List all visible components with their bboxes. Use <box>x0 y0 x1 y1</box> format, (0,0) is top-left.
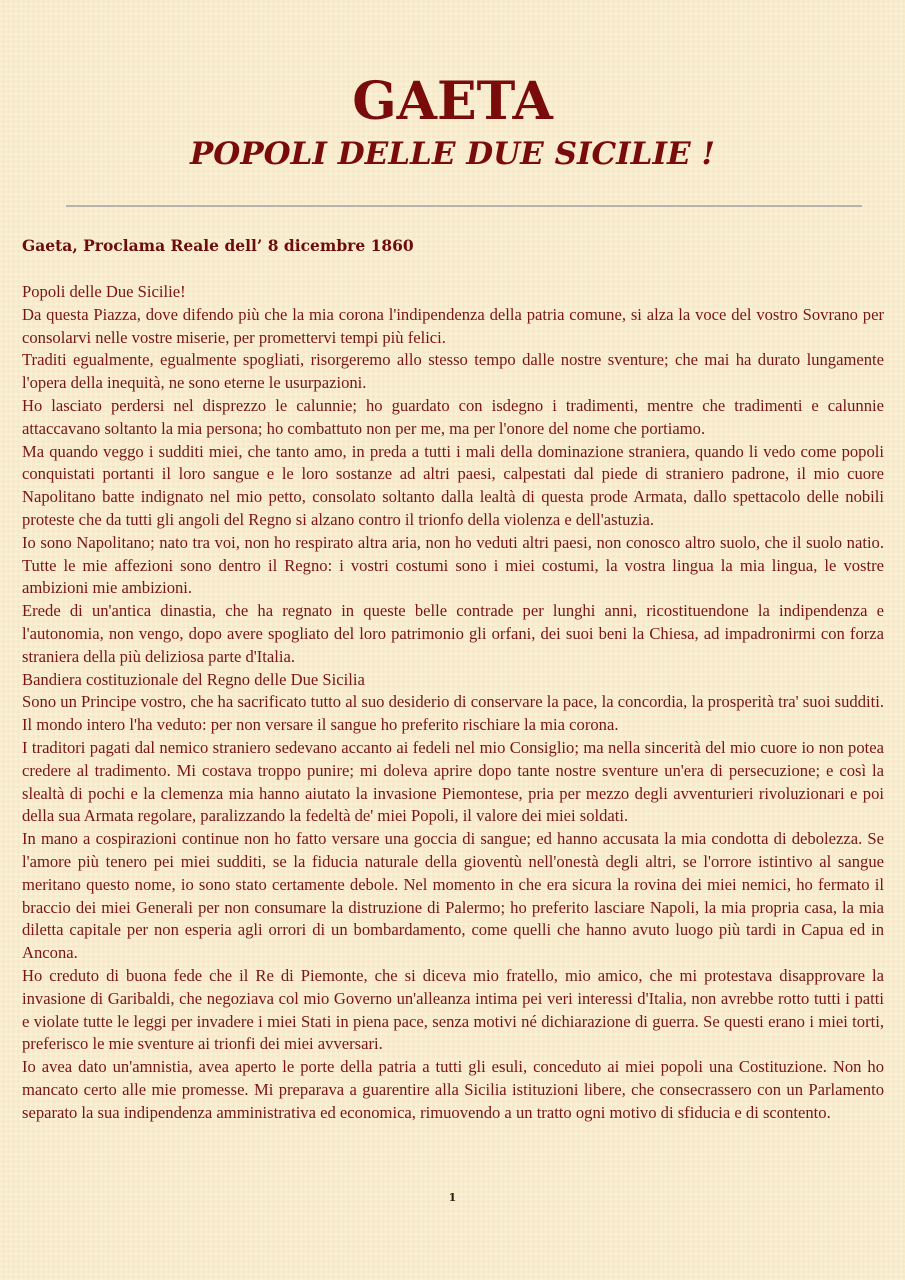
paragraph: Ma quando veggo i sudditi miei, che tanto amo, in preda a tutti i mali della dominazione straniera, quando li vedo come popoli conquistati portanti il loro sangue e le loro sostanze ad altri paesi, calpestati dal piede di straniero padrone, il mio cuore Napolitano batte indignato nel mio petto, consolato soltanto dalla lealtà di questa prode Armata, dallo spettacolo delle nobili proteste che da tutti gli angoli del Regno si alzano contro il trionfo della violenza e dell'astuzia. <box>22 441 884 529</box>
paragraph: I traditori pagati dal nemico straniero sedevano accanto ai fedeli nel mio Consiglio; ma nella sincerità del mio cuore io non potea credere al tradimento. Mi costava troppo punire; mi doleva aprire dopo tante nostre sventure un'era di persecuzione; e così la slealtà di pochi e la clemenza mia hanno aiutato la invasione Piemontese, pria per mezzo degli avventurieri rivoluzionari e poi della sua Armata regolare, paralizzando la fedeltà de' miei Popoli, il valore dei miei soldati. <box>22 737 884 826</box>
paragraph: Ho creduto di buona fede che il Re di Piemonte, che si diceva mio fratello, mio amico, che mi protestava disapprovare la invasione di Garibaldi, che negoziava col mio Governo un'alleanza intima pei veri interessi d'Italia, non avrebbe rotto tutti i patti e violate tutte le leggi per invadere i miei Stati in piena pace, senza motivi né dichiarazione di guerra. Se questi erano i miei torti, preferisco le mie sventure ai trionfi dei miei avversari. <box>22 965 884 1054</box>
proclamation-heading: Gaeta, Proclama Reale dell’ 8 dicembre 1860 <box>22 236 414 255</box>
paragraph: Traditi egualmente, egualmente spogliati, risorgeremo allo stesso tempo dalle nostre sventure; che mai ha durato lungamente l'opera della inequità, ne sono eterne le usurpazioni. <box>22 350 884 393</box>
page-subtitle: POPOLI DELLE DUE SICILIE ! <box>190 136 715 172</box>
paragraph: Erede di un'antica dinastia, che ha regnato in queste belle contrade per lunghi anni, ricostituendone la indipendenza e l'autonomia, non vengo, dopo avere spogliato del loro patrimonio gli orfani, dei suoi beni la Chiesa, ad impadronirmi con forza straniera della più deliziosa parte d'Italia. <box>22 601 884 666</box>
paragraph: Io sono Napolitano; nato tra voi, non ho respirato altra aria, non ho veduti altri paesi, non conosco altro suolo, che il suolo natio. Tutte le mie affezioni sono dentro il Regno: i vostri costumi sono i miei costumi, la vostra lingua la mia lingua, le vostre ambizioni mie ambizioni. <box>22 532 884 598</box>
paragraph: In mano a cospirazioni continue non ho fatto versare una goccia di sangue; ed hanno accusata la mia condotta di debolezza. Se l'amore più tenero pei miei sudditi, se la fiducia naturale della gioventù nell'onestà degli altri, se l'orrore istintivo al sangue meritano questo nome, io sono stato certamente debole. Nel momento in che era sicura la rovina dei miei nemici, ho fermato il braccio dei miei Generali per non consumare la distruzione di Palermo; ho preferito lasciare Napoli, la mia propria casa, la mia diletta capitale per non esperia agli orrori di un bombardamento, come quelli che hanno avuto luogo più tardi in Capua ed in Ancona. <box>22 829 884 963</box>
paragraph: Io avea dato un'amnistia, avea aperto le porte della patria a tutti gli esuli, conceduto ai miei popoli una Costituzione. Non ho mancato certo alle mie promesse. Mi preparava a guarentire alla Sicilia istituzioni libere, che consecrassero con un Parlamento separato la sua indipendenza amministrativa ed economica, rimuovendo a un tratto ogni motivo di sfiducia e di scontento. <box>22 1057 884 1122</box>
proclamation-body <box>22 281 884 1124</box>
paragraph: Ho lasciato perdersi nel disprezzo le calunnie; ho guardato con isdegno i tradimenti, mentre che tradimenti e calunnie attaccavano soltanto la mia persona; ho combattuto non per me, ma per l'onore del nome che portiamo. <box>22 395 884 438</box>
page-title: GAETA <box>352 71 553 132</box>
paragraph: Da questa Piazza, dove difendo più che la mia corona l'indipendenza della patria comune, si alza la voce del vostro Sovrano per consolarvi nelle vostre miserie, per promettervi tempi più felici. <box>22 304 884 347</box>
image-caption: Bandiera costituzionale del Regno delle Due Sicilia <box>22 669 365 689</box>
page-number: 1 <box>448 1191 457 1204</box>
paragraph: Popoli delle Due Sicilie! <box>22 282 186 301</box>
title-divider <box>66 205 862 207</box>
paragraph: Sono un Principe vostro, che ha sacrificato tutto al suo desiderio di conservare la pace, la concordia, la prosperità tra' suoi sudditi. Il mondo intero l'ha veduto: per non versare il sangue ho preferito rischiare la mia corona. <box>22 692 884 735</box>
